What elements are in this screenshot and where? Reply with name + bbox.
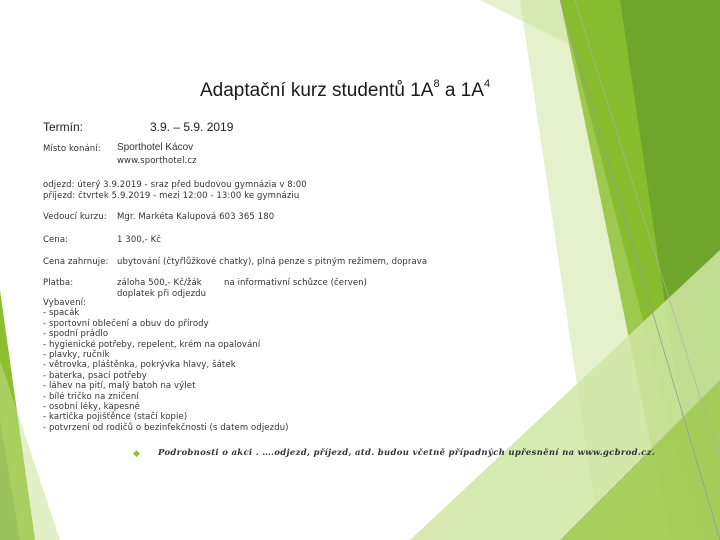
list-item: - spacák (43, 308, 80, 319)
term-label: Termín: (43, 120, 84, 134)
price-label: Cena: (43, 235, 69, 245)
place-label: Místo konání: (43, 144, 101, 154)
list-item: - kartička pojišťěnce (stačí kopie) (43, 412, 188, 423)
includes-value: ubytování (čtyřlůžkové chatky), plná penze s pitným režimem, doprava (117, 257, 428, 267)
list-item: - osobní léky, kapesné (43, 402, 140, 413)
page-title: Adaptační kurz studentů $1A^8$ a $1A^4$ (200, 78, 491, 101)
arrival-text: příjezd: čtvrtek 5.9.2019 - mezi 12:00 - 13:00 ke gymnáziu (43, 191, 300, 201)
equipment-heading: Vybavení: (43, 298, 86, 308)
term-value: 3.9. – 5.9. 2019 (150, 120, 234, 134)
list-item: - potvrzení od rodičů o bezinfekčnosti (s datem odjezdu) (43, 422, 289, 433)
list-item: - hygienické potřeby, repelent, krém na opalování (43, 339, 261, 350)
leader-value: Mgr. Markéta Kalupová 603 365 180 (117, 212, 275, 222)
equipment-list (43, 298, 289, 433)
price-value: 1 300,- Kč (117, 235, 162, 245)
leader-label: Vedoucí kurzu: (43, 212, 107, 222)
includes-label: Cena zahrnuje: (43, 257, 109, 267)
list-item: - větrovka, pláštěnka, pokrývka hlavy, šátek (43, 360, 236, 371)
list-item: - plavky, ručník (43, 350, 110, 361)
payment-line1: záloha 500,- Kč/žák (117, 278, 202, 288)
payment-label: Platba: (43, 278, 74, 288)
list-item: - sportovní oblečení a obuv do přírody (43, 318, 209, 329)
footer-note: Podrobnosti o akci . ….odjezd, příjezd, atd. budou včetně případných upřesnění na www.gcbrod.cz. (158, 448, 655, 458)
payment-line2: doplatek při odjezdu (117, 289, 207, 299)
place-web: www.sporthotel.cz (117, 156, 197, 166)
list-item: - spodní prádlo (43, 329, 109, 340)
list-item: - láhev na pití, malý batoh na výlet (43, 381, 196, 392)
diamond-bullet-icon: ◆ (133, 448, 140, 458)
payment-note: na informativní schůzce (červen) (224, 278, 368, 288)
list-item: - baterka, psací potřeby (43, 370, 147, 381)
place-value: Sporthotel Kácov (117, 142, 194, 153)
departure-text: odjezd: úterý 3.9.2019 - sraz před budovou gymnázia v 8:00 (43, 180, 307, 190)
list-item: - bílé tričko na zničení (43, 391, 139, 402)
